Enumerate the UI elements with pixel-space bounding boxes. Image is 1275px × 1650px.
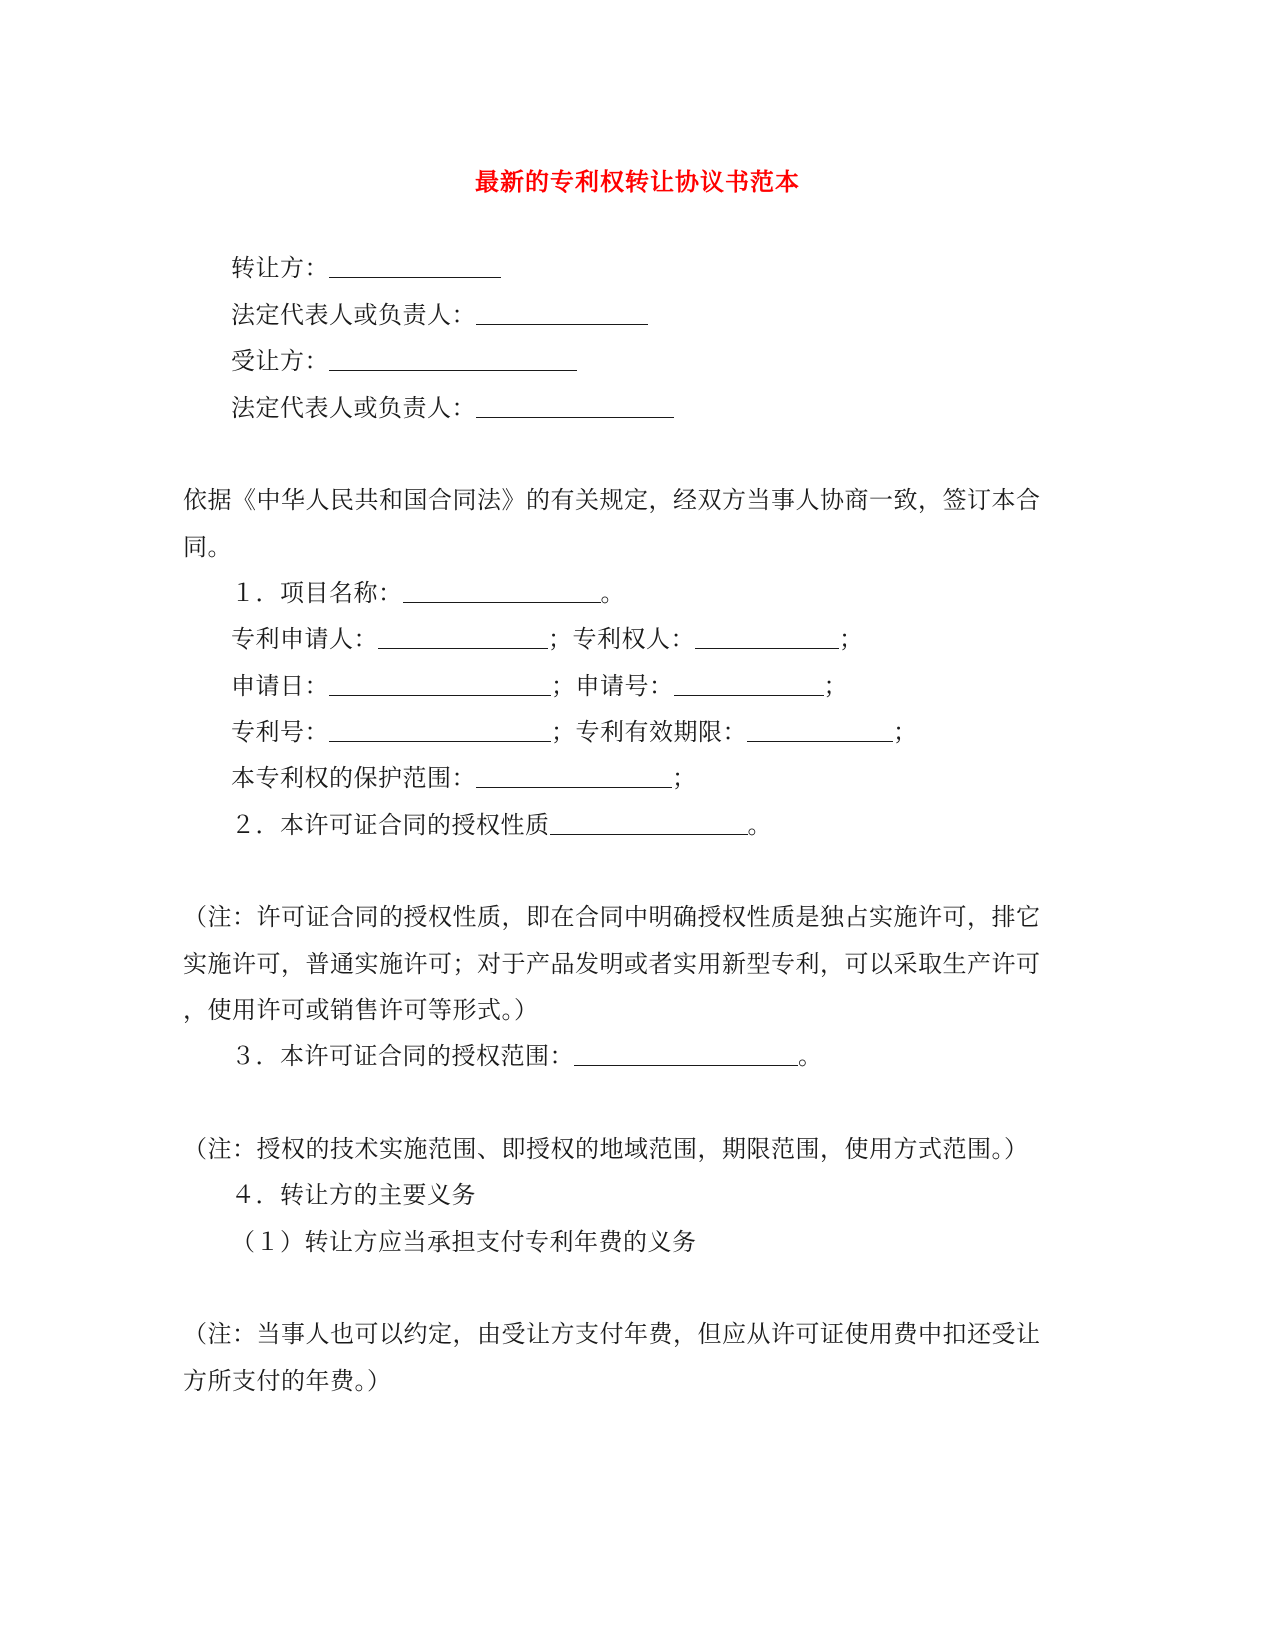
patent-no-label: 专利号：: [231, 718, 329, 746]
transferor-rep-blank[interactable]: [476, 300, 648, 325]
transferee-rep-line: [231, 392, 674, 424]
item2-label: ２．本许可证合同的授权性质: [231, 811, 550, 839]
note1-line-3: ，使用许可或销售许可等形式。）: [183, 996, 539, 1024]
transferee-rep-label: 法定代表人或负责人：: [231, 394, 476, 422]
patentee-label: 专利权人：: [572, 625, 695, 653]
validity-end: ；: [893, 718, 918, 746]
apply-no-label: 申请号：: [575, 672, 674, 700]
item1-project-end: 。: [600, 579, 625, 607]
item3-label: ３．本许可证合同的授权范围：: [231, 1042, 574, 1070]
apply-no-end: ；: [823, 672, 848, 700]
patent-no-sep: ；: [551, 718, 576, 746]
validity-label: 专利有效期限：: [575, 718, 747, 746]
auth-nature-blank[interactable]: [550, 810, 748, 835]
validity-blank[interactable]: [747, 717, 893, 742]
transferor-rep-label: 法定代表人或负责人：: [231, 301, 476, 329]
note1-line-1: （注：许可证合同的授权性质，即在合同中明确授权性质是独占实施许可，排它: [183, 903, 1041, 931]
apply-date-label: 申请日：: [231, 672, 329, 700]
transferor-blank[interactable]: [329, 253, 501, 278]
item4-heading: ４．转让方的主要义务: [231, 1181, 476, 1209]
item2-end: 。: [747, 811, 772, 839]
transferee-rep-blank[interactable]: [476, 393, 674, 418]
document-title: 最新的专利权转让协议书范本: [475, 167, 800, 196]
preamble-line-2: 同。: [183, 533, 232, 561]
scope-label: 本专利权的保护范围：: [231, 764, 476, 792]
scope-end: ；: [672, 764, 697, 792]
note2-line-1: （注：授权的技术实施范围、即授权的地域范围，期限范围，使用方式范围。）: [183, 1135, 1029, 1163]
item1-patent-no-line: [231, 716, 918, 748]
transferee-label: 受让方：: [231, 347, 329, 375]
project-name-blank[interactable]: [403, 578, 601, 603]
transferor-label: 转让方：: [231, 254, 329, 282]
transferor-rep-line: [231, 299, 648, 331]
patentee-blank[interactable]: [695, 624, 839, 649]
note3-line-2: 方所支付的年费。）: [183, 1367, 392, 1395]
item1-apply-date-line: [231, 670, 848, 702]
apply-date-sep: ；: [551, 672, 576, 700]
item1-scope-line: [231, 762, 697, 794]
transferee-blank[interactable]: [329, 346, 577, 371]
note1-line-2: 实施许可，普通实施许可；对于产品发明或者实用新型专利，可以采取生产许可: [183, 950, 1041, 978]
auth-scope-blank[interactable]: [574, 1041, 798, 1066]
apply-no-blank[interactable]: [674, 671, 824, 696]
item1-project-label: １．项目名称：: [231, 579, 403, 607]
item4-sub1: （１）转让方应当承担支付专利年费的义务: [231, 1228, 697, 1256]
note3-line-1: （注：当事人也可以约定，由受让方支付年费，但应从许可证使用费中扣还受让: [183, 1320, 1041, 1348]
item3-line: [231, 1040, 823, 1072]
item1-project-line: [231, 577, 625, 609]
applicant-blank[interactable]: [378, 624, 548, 649]
scope-blank[interactable]: [476, 763, 672, 788]
patentee-end: ；: [839, 625, 864, 653]
applicant-label: 专利申请人：: [231, 625, 378, 653]
applicant-sep: ；: [548, 625, 573, 653]
transferee-line: [231, 345, 577, 377]
item2-line: [231, 809, 772, 841]
item3-end: 。: [798, 1042, 823, 1070]
patent-no-blank[interactable]: [329, 717, 551, 742]
item1-applicant-line: [231, 623, 864, 655]
preamble-line-1: 依据《中华人民共和国合同法》的有关规定，经双方当事人协商一致，签订本合: [183, 486, 1041, 514]
apply-date-blank[interactable]: [329, 671, 551, 696]
transferor-line: [231, 252, 501, 284]
